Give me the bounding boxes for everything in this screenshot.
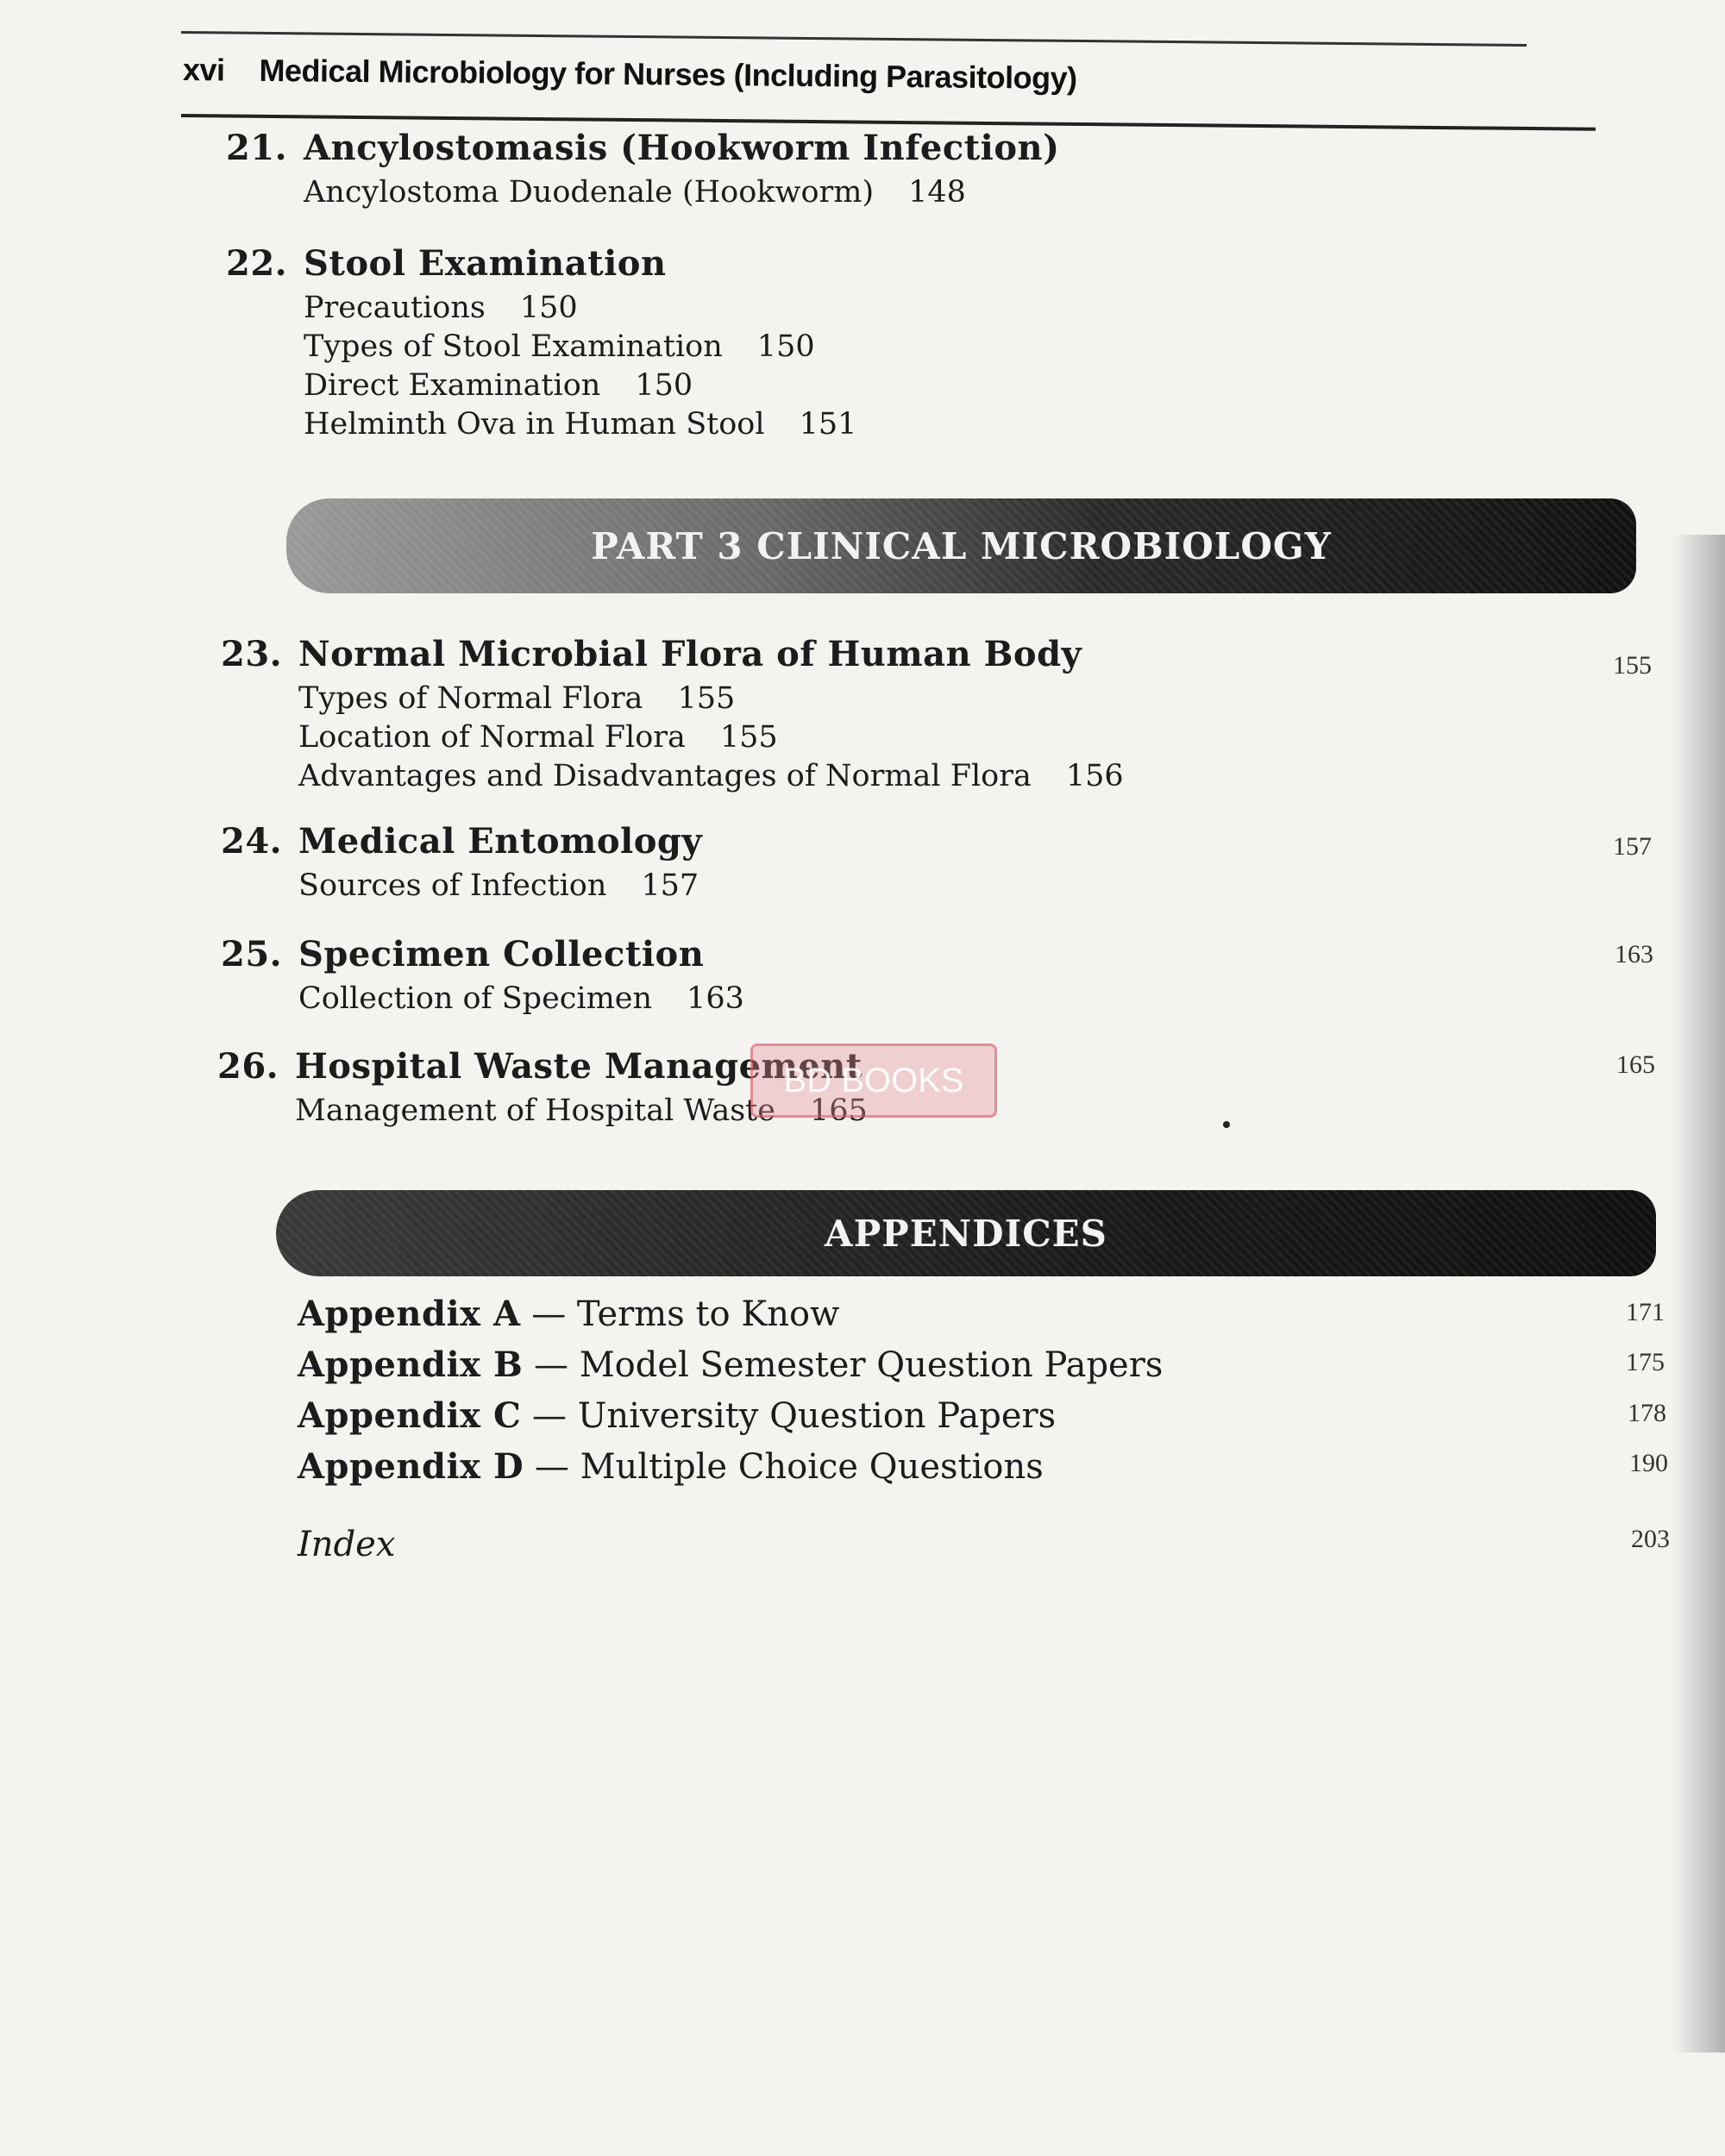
topic-page: 165: [809, 1094, 868, 1128]
index-page: 203: [1631, 1525, 1670, 1553]
appendix-title: Model Semester Question Papers: [579, 1345, 1164, 1385]
chapter-number: 22.: [226, 243, 288, 284]
running-header: [183, 52, 1077, 97]
appendix-title: Multiple Choice Questions: [580, 1447, 1044, 1487]
appendix-label: Appendix C: [298, 1395, 522, 1436]
header-book-title: Medical Microbiology for Nurses (Including Parasitology): [259, 52, 1077, 96]
chapter-title: Stool Examination: [304, 243, 667, 284]
toc-topic: [304, 289, 856, 328]
appendix-row: Appendix D — Multiple Choice Questions: [298, 1446, 1044, 1487]
toc-topic: [298, 867, 702, 906]
topic-page: 155: [677, 681, 736, 716]
appendix-a-page: 171: [1626, 1298, 1665, 1326]
appendix-b-page: 175: [1626, 1348, 1665, 1376]
topic-label: Management of Hospital Waste: [295, 1094, 775, 1128]
topic-label: Collection of Specimen: [298, 981, 653, 1016]
part-3-banner-text: PART 3 CLINICAL MICROBIOLOGY: [591, 524, 1332, 567]
stray-dot: [1223, 1121, 1230, 1128]
toc-topic: [298, 757, 1124, 796]
toc-chapter-24: [221, 821, 702, 906]
toc-topic: [304, 328, 856, 367]
topic-label: Helminth Ova in Human Stool: [304, 407, 765, 442]
appendix-title: University Question Papers: [577, 1396, 1057, 1436]
header-rule-top: [181, 31, 1527, 47]
toc-topic: [304, 367, 856, 405]
chapter-number: 25.: [221, 934, 283, 975]
topic-label: Sources of Infection: [298, 868, 607, 903]
appendix-label: Appendix A: [298, 1294, 521, 1334]
chapter-number: 21.: [226, 128, 288, 168]
topic-label: Location of Normal Flora: [298, 720, 686, 755]
topic-page: 156: [1065, 759, 1124, 793]
topic-page: 151: [799, 407, 857, 442]
appendices-banner-text: APPENDICES: [825, 1212, 1107, 1255]
topic-label: Types of Normal Flora: [298, 681, 643, 716]
chapter-number: 26.: [217, 1046, 279, 1087]
topic-label: Precautions: [304, 291, 486, 325]
toc-topic: [298, 718, 1124, 757]
appendices-banner: [276, 1190, 1656, 1276]
header-page-number: xvi: [182, 52, 225, 88]
chapter-24-page: 157: [1613, 832, 1652, 861]
chapter-title: Normal Microbial Flora of Human Body: [298, 634, 1082, 674]
chapter-title: Medical Entomology: [298, 821, 703, 862]
topic-page: 163: [687, 981, 744, 1016]
appendix-title: Terms to Know: [576, 1294, 840, 1334]
toc-chapter-21: [226, 128, 1060, 212]
toc-chapter-25: [221, 934, 744, 1018]
toc-chapter-23: [221, 634, 1124, 796]
page-edge-shadow: [1673, 535, 1725, 2053]
appendices-list: [298, 1294, 1163, 1497]
topic-page: 150: [756, 329, 815, 364]
topic-page: 155: [719, 720, 778, 755]
appendix-row: Appendix B — Model Semester Question Papers: [298, 1344, 1164, 1385]
appendix-label: Appendix B: [298, 1344, 524, 1385]
topic-label: Types of Stool Examination: [304, 329, 723, 364]
chapter-26-page: 165: [1616, 1050, 1655, 1079]
part-3-banner: [286, 498, 1636, 593]
appendix-c-page: 178: [1628, 1399, 1666, 1427]
appendix-label: Appendix D: [298, 1446, 524, 1487]
appendix-d-page: 190: [1629, 1449, 1668, 1477]
toc-topic: [298, 980, 744, 1018]
chapter-title: Ancylostomasis (Hookworm Infection): [304, 128, 1060, 168]
topic-label: Direct Examination: [304, 368, 601, 403]
topic-page: 150: [519, 291, 578, 325]
chapter-title: Hospital Waste Management: [295, 1046, 862, 1087]
toc-chapter-22: [226, 243, 856, 444]
topic-page: 148: [908, 175, 966, 210]
topic-page: 150: [635, 368, 693, 403]
topic-label: Advantages and Disadvantages of Normal Flora: [298, 759, 1032, 793]
toc-topic: [304, 173, 1060, 212]
toc-topic: [304, 405, 856, 444]
watermark-logo: BD BOOKS: [750, 1044, 997, 1118]
index-label: Index: [298, 1525, 396, 1564]
toc-topic: [298, 680, 1124, 718]
chapter-23-page: 155: [1613, 651, 1652, 680]
chapter-number: 24.: [221, 821, 283, 862]
chapter-title: Specimen Collection: [298, 934, 705, 975]
appendix-row: Appendix A — Terms to Know: [298, 1294, 840, 1334]
topic-page: 157: [641, 868, 699, 903]
chapter-25-page: 163: [1615, 940, 1653, 968]
topic-label: Ancylostoma Duodenale (Hookworm): [304, 175, 875, 210]
chapter-number: 23.: [221, 634, 283, 674]
appendix-row: Appendix C — University Question Papers: [298, 1395, 1057, 1436]
